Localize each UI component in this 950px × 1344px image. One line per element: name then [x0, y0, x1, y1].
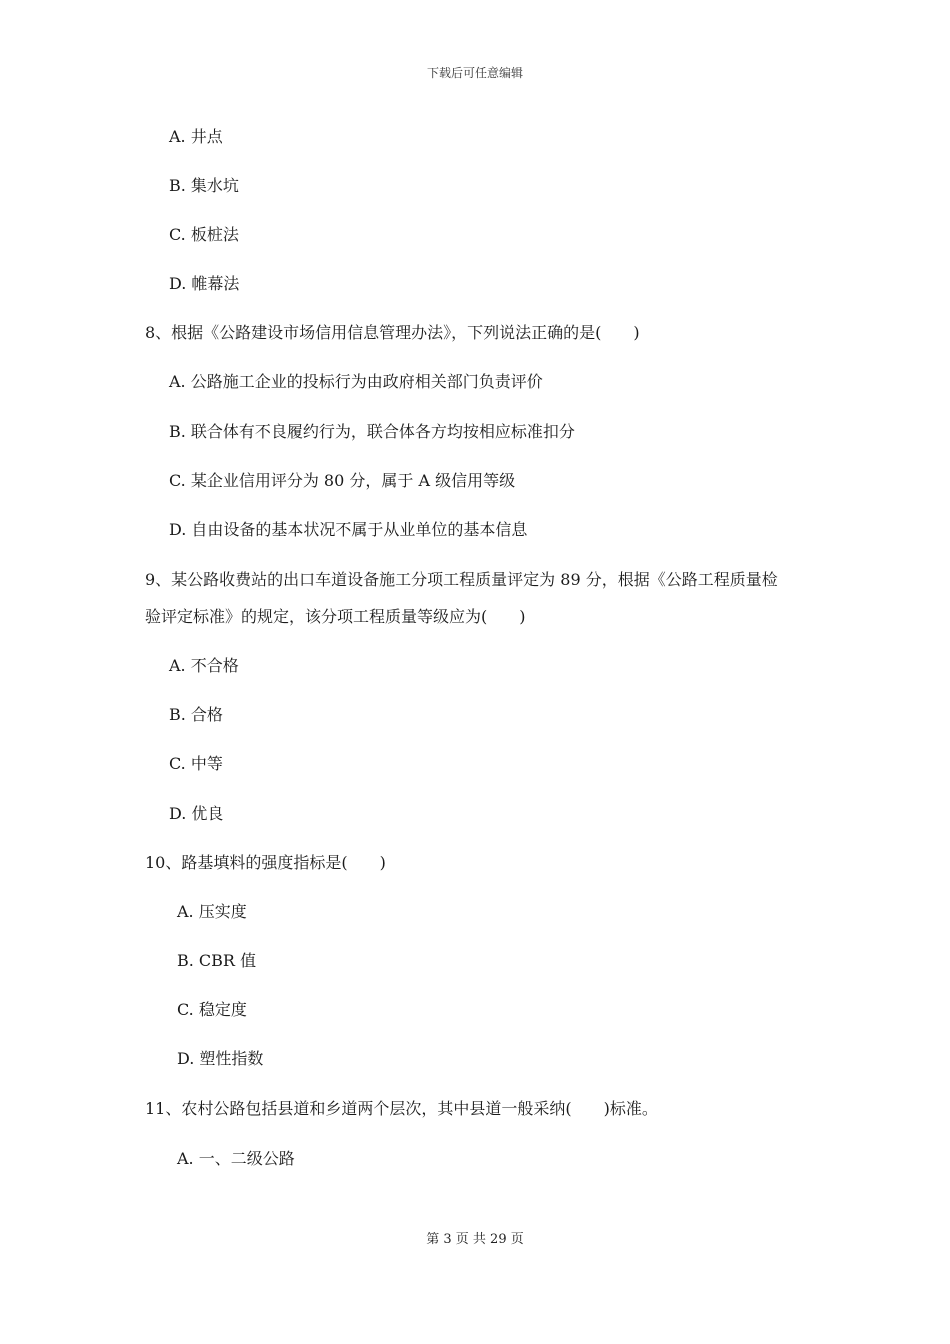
header-note: 下载后可任意编辑 [426, 66, 523, 80]
q9-option-c: C. 中等 [169, 754, 223, 773]
q9-option-b: B. 合格 [169, 705, 223, 724]
q11-stem: 11、农村公路包括县道和乡道两个层次，其中县道一般采纳( )标准。 [145, 1099, 658, 1118]
q9-stem-line1: 9、某公路收费站的出口车道设备施工分项工程质量评定为 89 分，根据《公路工程质量检 [145, 570, 778, 589]
q7-option-d: D. 帷幕法 [169, 274, 240, 293]
q7-option-b: B. 集水坑 [169, 176, 239, 195]
q8-option-c: C. 某企业信用评分为 80 分，属于 A 级信用等级 [169, 471, 516, 490]
q9-stem-line2: 验评定标准》的规定，该分项工程质量等级应为( ) [145, 607, 526, 626]
q10-option-d: D. 塑性指数 [177, 1049, 264, 1068]
q8-stem: 8、根据《公路建设市场信用信息管理办法》，下列说法正确的是( ) [145, 323, 640, 342]
q10-option-a: A. 压实度 [177, 902, 247, 921]
q10-option-b: B. CBR 值 [177, 951, 257, 970]
q10-option-c: C. 稳定度 [177, 1000, 247, 1019]
q9-option-a: A. 不合格 [169, 656, 239, 675]
q7-option-c: C. 板桩法 [169, 225, 239, 244]
q8-option-a: A. 公路施工企业的投标行为由政府相关部门负责评价 [169, 372, 543, 391]
q8-option-d: D. 自由设备的基本状况不属于从业单位的基本信息 [169, 520, 528, 539]
q10-stem: 10、路基填料的强度指标是( ) [145, 853, 386, 872]
q11-option-a: A. 一、二级公路 [177, 1149, 295, 1168]
q9-option-d: D. 优良 [169, 804, 224, 823]
q8-option-b: B. 联合体有不良履约行为，联合体各方均按相应标准扣分 [169, 422, 575, 441]
q7-option-a: A. 井点 [169, 127, 223, 146]
page-number-footer: 第 3 页 共 29 页 [426, 1232, 524, 1247]
